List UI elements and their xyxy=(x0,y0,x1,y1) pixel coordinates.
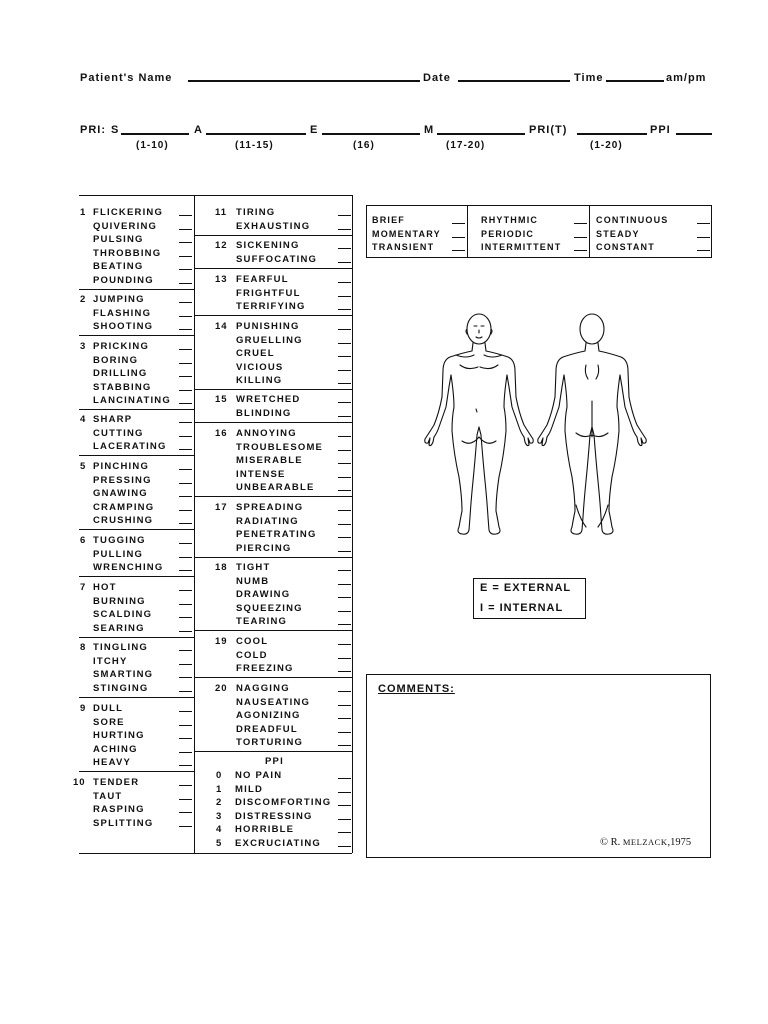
descriptor-word: BLINDING xyxy=(236,407,292,419)
temporal-word: RHYTHMIC xyxy=(481,215,539,225)
pri-a-field[interactable] xyxy=(206,133,306,135)
date-field[interactable] xyxy=(458,80,570,82)
descriptor-checkbox[interactable] xyxy=(338,477,351,478)
descriptor-word: SCALDING xyxy=(93,609,153,620)
descriptor-checkbox[interactable] xyxy=(179,785,192,786)
pri-m-field[interactable] xyxy=(437,133,525,135)
descriptor-word: PINCHING xyxy=(93,461,150,472)
ppi-option-label: DISCOMFORTING xyxy=(235,797,332,808)
descriptor-checkbox[interactable] xyxy=(179,510,192,511)
descriptor-word: QUIVERING xyxy=(93,220,158,232)
descriptor-checkbox[interactable] xyxy=(338,329,351,330)
temporal-checkbox[interactable] xyxy=(452,237,465,238)
descriptor-word: PIERCING xyxy=(236,542,292,554)
descriptor-word: MISERABLE xyxy=(236,455,303,466)
pri-e-field[interactable] xyxy=(322,133,420,135)
temporal-checkbox[interactable] xyxy=(574,250,587,251)
descriptor-checkbox[interactable] xyxy=(338,584,351,585)
temporal-word: CONSTANT xyxy=(596,242,655,252)
pri-s-field[interactable] xyxy=(121,133,189,135)
comments-label: COMMENTS: xyxy=(378,683,455,695)
descriptor-checkbox[interactable] xyxy=(338,510,351,511)
descriptor-checkbox[interactable] xyxy=(179,436,192,437)
pri-s-range: (1-10) xyxy=(136,140,169,151)
ppi-option-label: NO PAIN xyxy=(235,770,283,781)
descriptor-checkbox[interactable] xyxy=(338,597,351,598)
descriptor-checkbox[interactable] xyxy=(179,557,192,558)
descriptor-word: FEARFUL xyxy=(236,274,289,285)
group-number-1: 1 xyxy=(80,207,87,218)
ppi-option-label: EXCRUCIATING xyxy=(235,837,322,849)
descriptor-checkbox[interactable] xyxy=(338,416,351,417)
pri-t-range: (1-20) xyxy=(590,140,623,151)
descriptor-checkbox[interactable] xyxy=(338,611,351,612)
descriptor-checkbox[interactable] xyxy=(179,403,192,404)
descriptor-checkbox[interactable] xyxy=(338,745,351,746)
descriptor-word: LANCINATING xyxy=(93,395,171,406)
descriptor-word: SMARTING xyxy=(93,669,154,680)
descriptor-checkbox[interactable] xyxy=(179,483,192,484)
group-number-14: 14 xyxy=(215,321,228,332)
descriptor-checkbox[interactable] xyxy=(179,256,192,257)
descriptor-word: AGONIZING xyxy=(236,710,301,721)
descriptor-checkbox[interactable] xyxy=(338,537,351,538)
descriptor-checkbox[interactable] xyxy=(179,229,192,230)
descriptor-word: STABBING xyxy=(93,381,152,393)
descriptor-checkbox[interactable] xyxy=(338,705,351,706)
descriptor-checkbox[interactable] xyxy=(338,229,351,230)
descriptor-checkbox[interactable] xyxy=(338,383,351,384)
descriptor-word: TENDER xyxy=(93,777,140,788)
descriptor-word: BEATING xyxy=(93,261,144,272)
group-number-7: 7 xyxy=(80,582,87,593)
patient-name-label: Patient's Name xyxy=(80,72,173,84)
descriptor-word: TERRIFYING xyxy=(236,301,306,312)
group-number-9: 9 xyxy=(80,703,87,714)
descriptor-word: TORTURING xyxy=(236,737,304,748)
ppi-number: 0 xyxy=(216,770,223,781)
descriptor-checkbox[interactable] xyxy=(179,543,192,544)
temporal-word: MOMENTARY xyxy=(372,228,441,239)
ppi-number: 5 xyxy=(216,837,223,849)
descriptor-word: SHOOTING xyxy=(93,321,154,332)
descriptor-word: PULLING xyxy=(93,548,144,560)
descriptor-word: THROBBING xyxy=(93,247,162,259)
descriptor-word: DULL xyxy=(93,703,124,714)
ppi-number: 1 xyxy=(216,783,223,795)
comments-box[interactable] xyxy=(366,674,711,858)
group-separator xyxy=(194,677,352,678)
pri-label: PRI: xyxy=(80,124,106,136)
descriptor-word: FRIGHTFUL xyxy=(236,287,301,299)
descriptor-checkbox[interactable] xyxy=(338,370,351,371)
ppi-title: PPI xyxy=(265,756,284,767)
temporal-word: STEADY xyxy=(596,228,640,239)
group-separator xyxy=(79,409,194,410)
group-number-15: 15 xyxy=(215,394,228,405)
descriptor-word: ITCHY xyxy=(93,655,128,667)
group-separator xyxy=(194,630,352,631)
descriptor-checkbox[interactable] xyxy=(338,671,351,672)
descriptor-checkbox[interactable] xyxy=(179,664,192,665)
descriptor-word: HURTING xyxy=(93,730,145,741)
temporal-checkbox[interactable] xyxy=(452,223,465,224)
descriptor-checkbox[interactable] xyxy=(338,570,351,571)
descriptor-checkbox[interactable] xyxy=(338,624,351,625)
descriptor-checkbox[interactable] xyxy=(179,215,192,216)
descriptor-word: TAUT xyxy=(93,790,123,802)
body-diagram[interactable] xyxy=(410,305,660,545)
temporal-word: BRIEF xyxy=(372,215,405,225)
descriptor-word: RASPING xyxy=(93,804,145,815)
descriptor-word: DRAWING xyxy=(236,589,291,600)
descriptor-word: PUNISHING xyxy=(236,321,300,332)
descriptor-checkbox[interactable] xyxy=(338,436,351,437)
ppi-option-checkbox[interactable] xyxy=(338,846,351,847)
group-separator xyxy=(194,315,352,316)
descriptor-checkbox[interactable] xyxy=(338,463,351,464)
descriptor-checkbox[interactable] xyxy=(338,296,351,297)
ampm-label: am/pm xyxy=(666,72,707,84)
group-separator xyxy=(194,496,352,497)
descriptor-word: SORE xyxy=(93,716,125,728)
descriptor-word: BORING xyxy=(93,354,139,366)
descriptor-checkbox[interactable] xyxy=(338,309,351,310)
descriptor-checkbox[interactable] xyxy=(179,329,192,330)
descriptor-word: VICIOUS xyxy=(236,361,284,373)
descriptor-word: UNBEARABLE xyxy=(236,482,315,493)
ppi-option-checkbox[interactable] xyxy=(338,819,351,820)
word-table-right-border xyxy=(352,195,353,853)
descriptor-word: RADIATING xyxy=(236,515,299,527)
group-number-12: 12 xyxy=(215,240,228,251)
descriptor-word: PULSING xyxy=(93,234,144,245)
descriptor-checkbox[interactable] xyxy=(179,650,192,651)
descriptor-word: TUGGING xyxy=(93,535,146,546)
group-number-13: 13 xyxy=(215,274,228,285)
descriptor-word: GRUELLING xyxy=(236,334,303,346)
descriptor-checkbox[interactable] xyxy=(338,356,351,357)
group-number-20: 20 xyxy=(215,683,228,694)
descriptor-checkbox[interactable] xyxy=(179,422,192,423)
group-separator xyxy=(194,422,352,423)
descriptor-checkbox[interactable] xyxy=(179,711,192,712)
descriptor-checkbox[interactable] xyxy=(179,765,192,766)
temporal-divider-1 xyxy=(467,205,468,258)
descriptor-checkbox[interactable] xyxy=(179,752,192,753)
group-number-11: 11 xyxy=(215,207,228,218)
copyright-initial: R. xyxy=(610,837,621,848)
descriptor-word: SICKENING xyxy=(236,240,300,251)
descriptor-checkbox[interactable] xyxy=(179,349,192,350)
group-separator xyxy=(194,557,352,558)
patient-name-field[interactable] xyxy=(188,80,420,82)
descriptor-word: COOL xyxy=(236,636,269,647)
descriptor-checkbox[interactable] xyxy=(338,402,351,403)
group-separator xyxy=(79,771,194,772)
descriptor-checkbox[interactable] xyxy=(179,677,192,678)
ppi-option-label: HORRIBLE xyxy=(235,824,295,835)
group-separator xyxy=(79,637,194,638)
temporal-checkbox[interactable] xyxy=(697,237,710,238)
descriptor-word: CRUSHING xyxy=(93,515,154,526)
group-separator xyxy=(194,235,352,236)
pri-e-label: E xyxy=(310,124,319,136)
descriptor-checkbox[interactable] xyxy=(179,738,192,739)
copyright xyxy=(600,837,691,848)
descriptor-word: PRICKING xyxy=(93,341,150,352)
descriptor-word: INTENSE xyxy=(236,468,286,480)
descriptor-word: EXHAUSTING xyxy=(236,220,311,232)
descriptor-word: STINGING xyxy=(93,682,149,694)
descriptor-checkbox[interactable] xyxy=(338,551,351,552)
descriptor-checkbox[interactable] xyxy=(179,316,192,317)
descriptor-word: WRENCHING xyxy=(93,562,164,573)
descriptor-checkbox[interactable] xyxy=(179,812,192,813)
descriptor-word: CRUEL xyxy=(236,348,275,359)
descriptor-checkbox[interactable] xyxy=(179,496,192,497)
descriptor-word: HOT xyxy=(93,582,117,593)
descriptor-word: CRAMPING xyxy=(93,501,155,513)
group-separator xyxy=(194,389,352,390)
descriptor-word: TIGHT xyxy=(236,562,271,573)
descriptor-word: WRETCHED xyxy=(236,394,301,405)
ppi-option-label: DISTRESSING xyxy=(235,810,313,822)
ppi-number: 3 xyxy=(216,810,223,822)
descriptor-word: PENETRATING xyxy=(236,529,317,540)
pri-m-range: (17-20) xyxy=(446,140,486,151)
descriptor-checkbox[interactable] xyxy=(179,269,192,270)
descriptor-checkbox[interactable] xyxy=(338,524,351,525)
pri-t-field[interactable] xyxy=(577,133,647,135)
temporal-word: PERIODIC xyxy=(481,228,535,239)
temporal-word: CONTINUOUS xyxy=(596,215,669,225)
descriptor-checkbox[interactable] xyxy=(179,590,192,591)
group-separator xyxy=(79,335,194,336)
group-separator xyxy=(194,268,352,269)
ppi-option-label: MILD xyxy=(235,783,264,795)
descriptor-word: FLICKERING xyxy=(93,207,164,218)
descriptor-checkbox[interactable] xyxy=(179,283,192,284)
descriptor-word: PRESSING xyxy=(93,474,152,486)
descriptor-checkbox[interactable] xyxy=(179,302,192,303)
descriptor-checkbox[interactable] xyxy=(179,363,192,364)
group-number-6: 6 xyxy=(80,535,87,546)
time-field[interactable] xyxy=(606,80,664,82)
pri-a-label: A xyxy=(194,124,203,136)
group-number-4: 4 xyxy=(80,414,87,425)
group-separator xyxy=(79,455,194,456)
date-label: Date xyxy=(423,72,451,84)
descriptor-checkbox[interactable] xyxy=(179,376,192,377)
pri-s-label: S xyxy=(111,124,120,136)
word-table-bottom-border xyxy=(79,853,352,854)
ppi-option-checkbox[interactable] xyxy=(338,778,351,779)
descriptor-checkbox[interactable] xyxy=(179,691,192,692)
descriptor-checkbox[interactable] xyxy=(179,631,192,632)
ppi-option-checkbox[interactable] xyxy=(338,805,351,806)
descriptor-word: GNAWING xyxy=(93,488,148,499)
descriptor-checkbox[interactable] xyxy=(179,725,192,726)
pri-t-label: PRI(T) xyxy=(529,124,568,136)
group-number-5: 5 xyxy=(80,461,87,472)
temporal-checkbox[interactable] xyxy=(452,250,465,251)
descriptor-word: ACHING xyxy=(93,743,138,755)
descriptor-checkbox[interactable] xyxy=(338,691,351,692)
pri-m-label: M xyxy=(424,124,435,136)
descriptor-checkbox[interactable] xyxy=(338,450,351,451)
descriptor-checkbox[interactable] xyxy=(338,490,351,491)
copyright-name: MELZACK xyxy=(622,837,668,847)
temporal-checkbox[interactable] xyxy=(697,223,710,224)
descriptor-word: KILLING xyxy=(236,375,283,386)
word-table-divider xyxy=(194,195,195,853)
descriptor-word: SPLITTING xyxy=(93,817,154,829)
descriptor-word: BURNING xyxy=(93,595,146,607)
group-separator xyxy=(194,751,352,752)
descriptor-checkbox[interactable] xyxy=(179,617,192,618)
descriptor-checkbox[interactable] xyxy=(338,262,351,263)
descriptor-checkbox[interactable] xyxy=(338,658,351,659)
temporal-word: INTERMITTENT xyxy=(481,242,562,252)
descriptor-word: NAGGING xyxy=(236,683,290,694)
body-back-figure xyxy=(538,314,646,534)
temporal-checkbox[interactable] xyxy=(574,237,587,238)
pri-e-range: (16) xyxy=(353,140,375,151)
descriptor-checkbox[interactable] xyxy=(179,523,192,524)
descriptor-word: SUFFOCATING xyxy=(236,253,318,265)
descriptor-word: NUMB xyxy=(236,575,270,587)
descriptor-word: TINGLING xyxy=(93,642,148,653)
group-separator xyxy=(79,529,194,530)
descriptor-word: POUNDING xyxy=(93,274,154,286)
descriptor-checkbox[interactable] xyxy=(179,826,192,827)
descriptor-checkbox[interactable] xyxy=(179,570,192,571)
descriptor-word: ANNOYING xyxy=(236,428,297,439)
descriptor-checkbox[interactable] xyxy=(338,248,351,249)
body-front-figure xyxy=(425,314,533,534)
descriptor-checkbox[interactable] xyxy=(338,282,351,283)
descriptor-word: SQUEEZING xyxy=(236,602,303,614)
group-number-18: 18 xyxy=(215,562,228,573)
descriptor-checkbox[interactable] xyxy=(338,343,351,344)
group-separator xyxy=(79,289,194,290)
descriptor-checkbox[interactable] xyxy=(179,604,192,605)
group-number-10: 10 xyxy=(73,777,86,788)
temporal-checkbox[interactable] xyxy=(697,250,710,251)
descriptor-word: NAUSEATING xyxy=(236,696,311,708)
descriptor-word: LACERATING xyxy=(93,441,167,452)
descriptor-checkbox[interactable] xyxy=(179,469,192,470)
group-number-17: 17 xyxy=(215,502,228,513)
temporal-checkbox[interactable] xyxy=(574,223,587,224)
descriptor-word: TEARING xyxy=(236,616,288,627)
ppi-option-checkbox[interactable] xyxy=(338,832,351,833)
descriptor-word: CUTTING xyxy=(93,427,144,439)
group-separator xyxy=(79,697,194,698)
group-number-3: 3 xyxy=(80,341,87,352)
descriptor-word: SEARING xyxy=(93,622,145,634)
temporal-word: TRANSIENT xyxy=(372,242,435,252)
descriptor-word: DRILLING xyxy=(93,368,148,379)
group-number-2: 2 xyxy=(80,294,87,305)
descriptor-word: FREEZING xyxy=(236,663,294,674)
time-label: Time xyxy=(574,72,604,84)
descriptor-checkbox[interactable] xyxy=(179,799,192,800)
descriptor-word: COLD xyxy=(236,649,268,661)
descriptor-checkbox[interactable] xyxy=(179,449,192,450)
copyright-year: ,1975 xyxy=(667,837,692,848)
descriptor-checkbox[interactable] xyxy=(338,732,351,733)
descriptor-word: SPREADING xyxy=(236,502,304,513)
pri-a-range: (11-15) xyxy=(235,140,274,151)
word-table-top-border xyxy=(79,195,352,196)
copyright-symbol: © xyxy=(600,837,608,848)
legend-internal: I = INTERNAL xyxy=(480,602,564,614)
descriptor-checkbox[interactable] xyxy=(338,644,351,645)
ppi-option-checkbox[interactable] xyxy=(338,792,351,793)
group-number-16: 16 xyxy=(215,428,228,439)
ppi-label: PPI xyxy=(650,124,671,136)
descriptor-checkbox[interactable] xyxy=(338,215,351,216)
descriptor-checkbox[interactable] xyxy=(179,242,192,243)
descriptor-checkbox[interactable] xyxy=(338,718,351,719)
temporal-divider-2 xyxy=(589,205,590,258)
group-number-19: 19 xyxy=(215,636,228,647)
descriptor-word: HEAVY xyxy=(93,757,132,768)
descriptor-word: SHARP xyxy=(93,414,133,425)
descriptor-word: FLASHING xyxy=(93,307,152,319)
descriptor-checkbox[interactable] xyxy=(179,390,192,391)
descriptor-word: TROUBLESOME xyxy=(236,441,324,453)
group-number-8: 8 xyxy=(80,642,87,653)
group-separator xyxy=(79,576,194,577)
legend-external: E = EXTERNAL xyxy=(480,582,572,594)
ppi-number: 4 xyxy=(216,824,223,835)
ppi-number: 2 xyxy=(216,797,223,808)
ppi-field[interactable] xyxy=(676,133,712,135)
descriptor-word: JUMPING xyxy=(93,294,145,305)
descriptor-word: DREADFUL xyxy=(236,723,298,735)
descriptor-word: TIRING xyxy=(236,207,276,218)
